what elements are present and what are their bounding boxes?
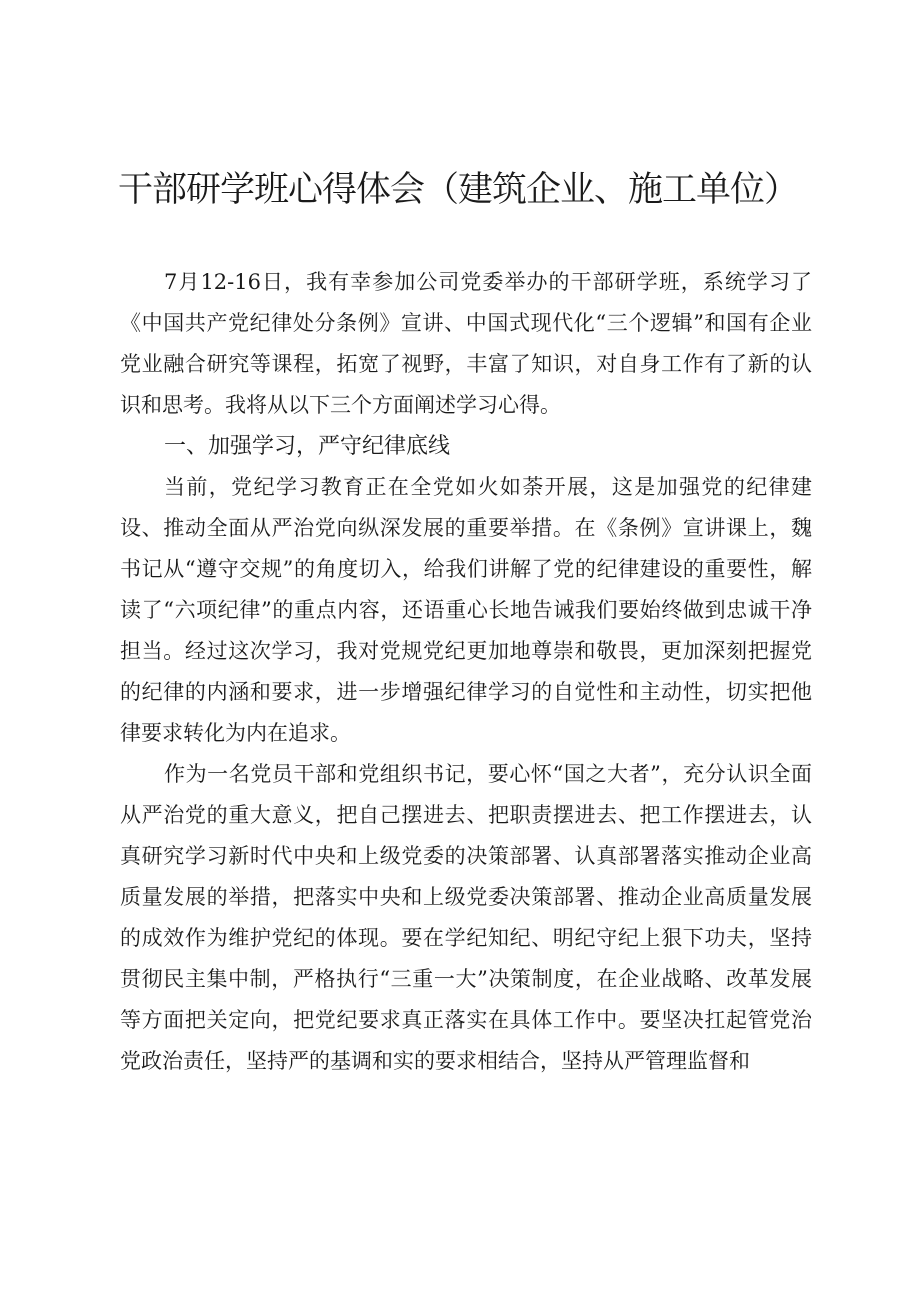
- intro-paragraph: 7月12-16日，我有幸参加公司党委举办的干部研学班，系统学习了《中国共产党纪律处分条例》宣讲、中国式现代化“三个逻辑”和国有企业党业融合研究等课程，拓宽了视野，丰富了知识，对自身工作有了新的认识和思考。我将从以下三个方面阐述学习心得。: [120, 270, 812, 417]
- section-heading: 一、加强学习，严守纪律底线: [164, 434, 451, 459]
- body-paragraph: 当前，党纪学习教育正在全党如火如荼开展，这是加强党的纪律建设、推动全面从严治党向纵深发展的重要举措。在《条例》宣讲课上，魏书记从“遵守交规”的角度切入，给我们讲解了党的纪律建设的重要性，解读了“六项纪律”的重点内容，还语重心长地告诫我们要始终做到忠诚干净担当。经过这次学习，我对党规党纪更加地尊崇和敬畏，更加深刻把握党的纪律的内涵和要求，进一步增强纪律学习的自觉性和主动性，切实把他律要求转化为内在追求。: [120, 475, 812, 745]
- body-paragraph: 作为一名党员干部和党组织书记，要心怀“国之大者”，充分认识全面从严治党的重大意义，把自己摆进去、把职责摆进去、把工作摆进去，认真研究学习新时代中央和上级党委的决策部署、认真部署落实推动企业高质量发展的举措，把落实中央和上级党委决策部署、推动企业高质量发展的成效作为维护党纪的体现。要在学纪知纪、明纪守纪上狠下功夫，坚持贯彻民主集中制，严格执行“三重一大”决策制度，在企业战略、改革发展等方面把关定向，把党纪要求真正落实在具体工作中。要坚决扛起管党治党政治责任，坚持严的基调和实的要求相结合，坚持从严管理监督和: [120, 762, 812, 1073]
- document-body: [120, 262, 812, 1082]
- page-title: 干部研学班心得体会（建筑企业、施工单位）: [118, 170, 799, 210]
